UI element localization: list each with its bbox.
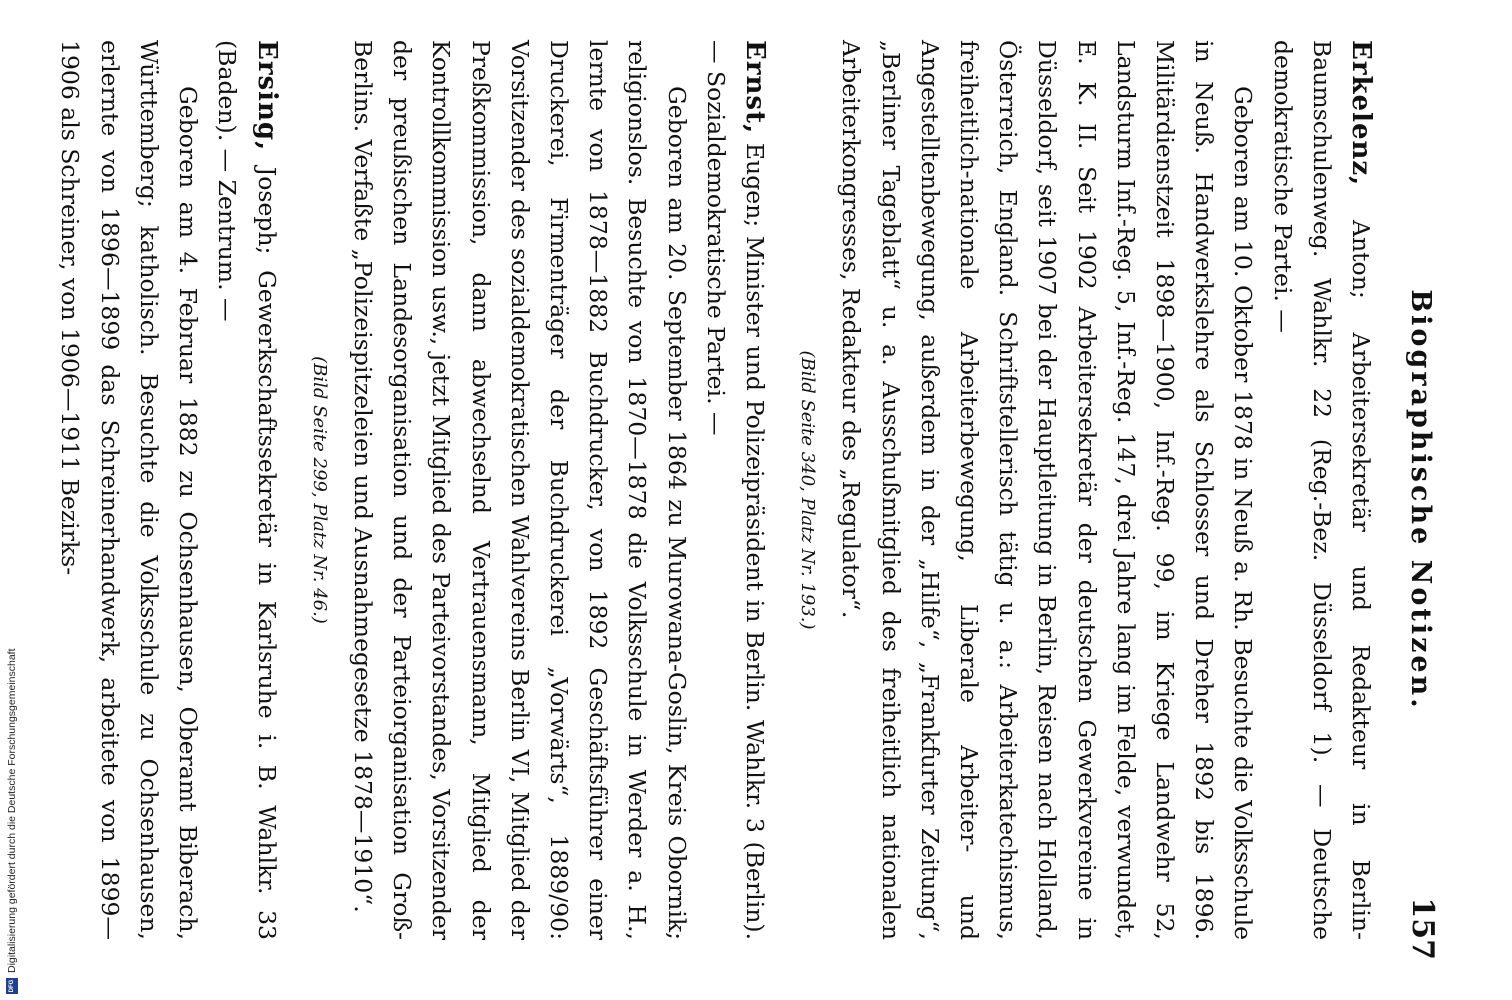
running-header xyxy=(1392,40,1440,960)
image-reference: (Bild Seite 299, Platz Nr. 46.) xyxy=(308,356,330,624)
entry-name: Ernst, xyxy=(739,40,770,135)
page-body xyxy=(36,40,1380,940)
entry-name: Ersing, xyxy=(251,40,282,152)
digitization-credit xyxy=(4,574,20,994)
entry-summary: Joseph; Gewerkschaftssekretär in Karlsruhe i. B. Wahlkr. 33 (Baden). — Zentrum. — xyxy=(213,40,281,940)
entry-erkelenz xyxy=(788,40,1380,940)
image-reference: (Bild Seite 340, Platz Nr. 193.) xyxy=(797,350,819,630)
book-page xyxy=(56,40,1440,960)
entry-biography: Geboren am 10. Oktober 1878 in Neuß a. Rh. Besuchte die Volksschule in Neuß. Handwerkslehre als Schlosser und Dreher 1892 bis 1896. Militärdienstzeit 1898—1900, Inf.-Reg. 99, im Kriege Landwehr 52, Landsturm Inf.-Reg. 5, Inf.-Reg. 147, drei Jahre lang im Felde, verwundet, E. K. II. Seit 1902 Arbeitersekretär der deutschen Gewerkvereine in Düsseldorf, seit 1907 bei der Hauptleitung in Berlin, Reisen nach Holland, Österreich, England. Schriftstellerisch tätig u. a.: Arbeiterkatechismus, freiheitlich-nationale Arbeiterbewegung, Liberale Arbeiter- und Angestelltenbewegung, außerdem in der „Hilfe“, „Frankfurter Zeitung“, „Berliner Tageblatt“ u. a. Ausschußmitglied des freiheitlich nationalen Arbeiterkongresses, Redakteur des „Regulator“. xyxy=(837,40,1258,940)
entry-ernst xyxy=(300,40,774,940)
entry-name: Erkelenz, xyxy=(1346,40,1376,187)
entry-summary: Eugen; Minister und Polizeipräsident in Berlin. Wahlkr. 3 (Berlin). — Sozialdemokratische Partei. — xyxy=(701,40,769,940)
entry-biography: Geboren am 20. September 1864 zu Murowana-Goslin, Kreis Obornik; religionslos. Besuchte von 1870—1878 die Volksschule in Werder a. H., lernte von 1878—1882 Buchdrucker, von 1892 Geschäftsführer einer Druckerei, Firmenträger der Buchdruckerei „Vorwärts“, 1889/90: Vorsitzender des sozialdemokratischen Wahlvereins Berlin VI, Mitglied der Preßkommission, dann abwechselnd Vertrauensmann, Mitglied der Kontrollkommission usw., jetzt Mitglied des Parteivorstandes, Vorsitzender der preußischen Landesorganisation und der Parteiorganisation Groß-Berlins. Verfaßte „Polizeispitzeleien und Ausnahmegesetze 1878—1910“. xyxy=(348,40,691,940)
entry-biography: Geboren am 4. Februar 1882 zu Ochsenhausen, Oberamt Biberach, Württemberg; katholisch. Besuchte die Volksschule zu Ochsenhausen, erlernte von 1896—1899 das Schreinerhandwerk, arbeitete von 1899—1906 als Schreiner, von 1906—1911 Bezirks- xyxy=(56,40,203,940)
dfg-logo-icon: DFG xyxy=(6,978,18,994)
page-number: 157 xyxy=(1405,897,1440,960)
running-title: Biographische Notizen. xyxy=(1405,289,1436,711)
entry-header xyxy=(1262,40,1380,940)
credit-text: Digitalisierung gefördert durch die Deutsche Forschungsgemeinschaft xyxy=(6,648,18,973)
entry-header xyxy=(207,40,285,940)
entry-header xyxy=(696,40,774,940)
entry-ersing xyxy=(50,40,285,940)
entry-summary: Anton; Arbeitersekretär und Redakteur in Berlin-Baumschulenweg. Wahlkr. 22 (Reg.-Bez. Düsseldorf 1). — Deutsche demokratische Partei. — xyxy=(1268,40,1375,940)
